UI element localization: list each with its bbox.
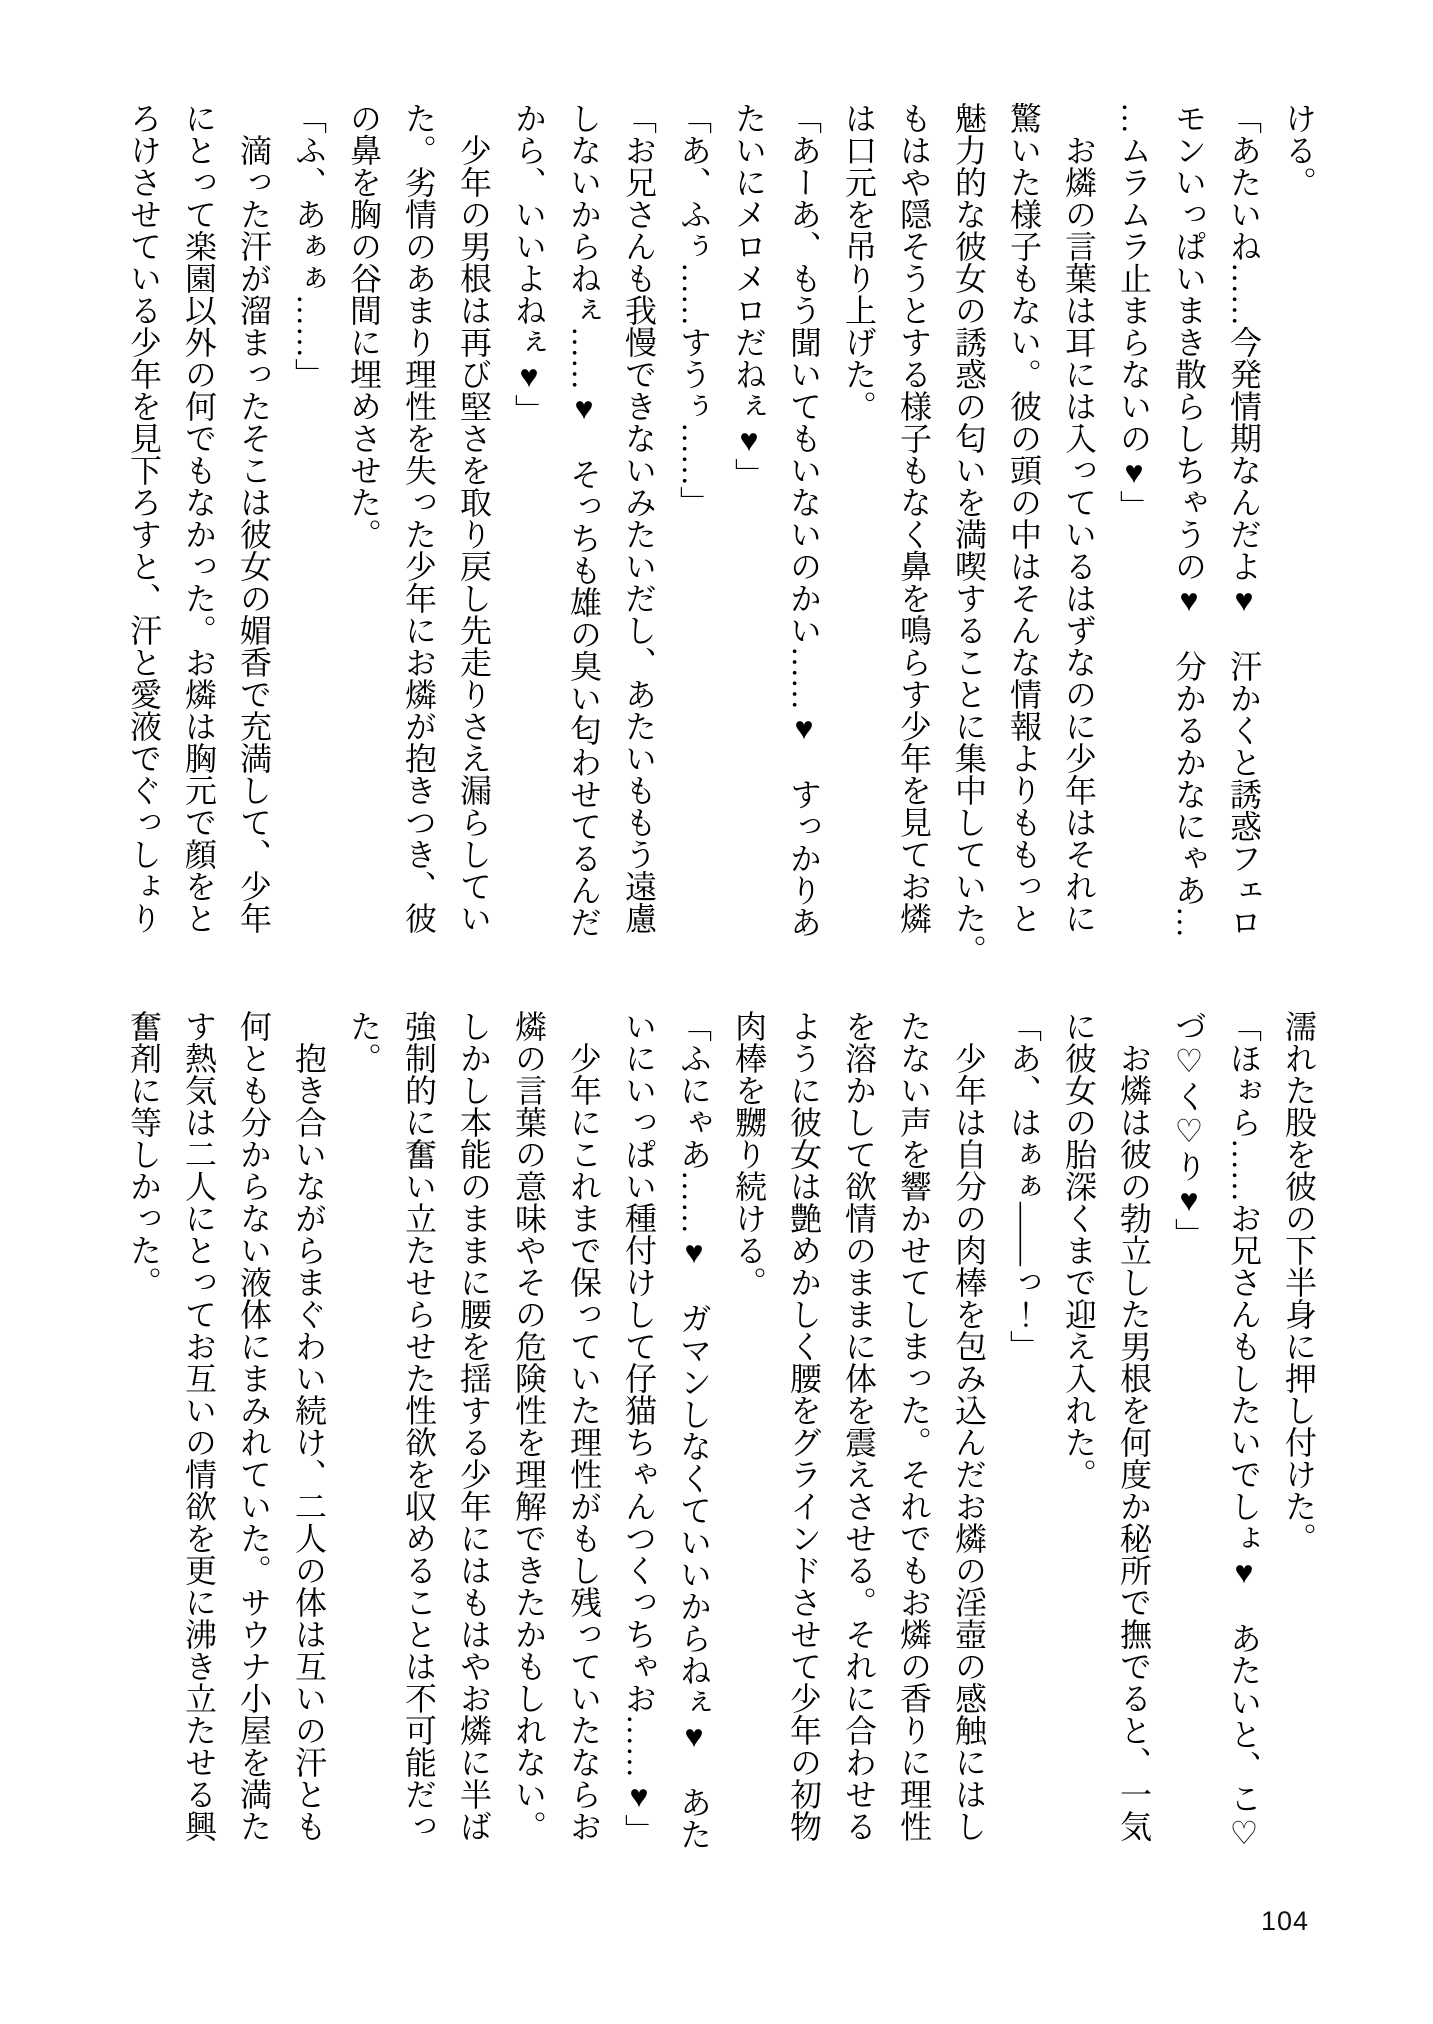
text-column: す熱気は二人にとってお互いの情欲を更に沸き立たせる興 (181, 1010, 217, 1842)
text-column: 「ふ、あぁぁ……」 (291, 102, 327, 390)
text-column: から、いいよねぇ♥」 (511, 102, 547, 426)
text-column: にとって楽園以外の何でもなかった。お燐は胸元で顔をと (181, 102, 217, 934)
text-column: 驚いた様子もない。彼の頭の中はそんな情報よりももっと (1006, 102, 1042, 934)
text-column: ける。 (1281, 102, 1317, 198)
text-column: ように彼女は艶めかしく腰をグラインドさせて少年の初物 (786, 1010, 822, 1842)
text-column: …ムラムラ止まらないの♥」 (1116, 102, 1152, 522)
text-column: 「あーあ、もう聞いてもいないのかい……♥ すっかりあ (786, 102, 822, 938)
text-column: 肉棒を嬲り続ける。 (731, 1010, 767, 1298)
text-column: しないからねぇ……♥ そっちも雄の臭い匂わせてるんだ (566, 102, 602, 938)
text-column: 少年は自分の肉棒を包み込んだお燐の淫壺の感触にはし (951, 1010, 987, 1842)
text-column: 少年の男根は再び堅さを取り戻し先走りさえ漏らしてい (456, 102, 492, 934)
text-column: しかし本能のままに腰を揺する少年にはもはやお燐に半ば (456, 1010, 492, 1842)
page-number: 104 (1261, 1906, 1310, 1936)
text-column: 「あ、はぁぁ――っ！」 (1006, 1010, 1042, 1362)
bottom-text-block (116, 1010, 1326, 1852)
text-column: 「あ、ふぅ……すうぅ……」 (676, 102, 712, 518)
text-column: 「お兄さんも我慢できないみたいだし、あたいももう遠慮 (621, 102, 657, 934)
text-column: 滴った汗が溜まったそこは彼女の媚香で充満して、少年 (236, 102, 272, 934)
text-column: ろけさせている少年を見下ろすと、汗と愛液でぐっしょり (126, 102, 162, 934)
text-column: 「あたいね……今発情期なんだよ♥ 汗かくと誘惑フェロ (1226, 102, 1262, 938)
text-column: 「ふにゃあ……♥ ガマンしなくていいからねぇ♥ あた (676, 1010, 712, 1850)
text-column: た。 (346, 1010, 382, 1074)
text-column: 奮剤に等しかった。 (126, 1010, 162, 1298)
text-column: いにいっぱい種付けして仔猫ちゃんつくっちゃお……♥」 (621, 1010, 657, 1846)
text-column: お燐の言葉は耳には入っているはずなのに少年はそれに (1061, 102, 1097, 934)
text-column: お燐は彼の勃立した男根を何度か秘所で撫でると、一気 (1116, 1010, 1152, 1842)
text-column: たいにメロメロだねぇ♥」 (731, 102, 767, 490)
text-column: づ♡く♡り♥」 (1171, 1010, 1207, 1250)
text-column: 「ほぉら……お兄さんもしたいでしょ♥ あたいと、こ♡ (1226, 1010, 1262, 1852)
text-column: モンいっぱいまき散らしちゃうの♥ 分かるかなにゃあ… (1171, 102, 1207, 938)
text-column: 燐の言葉の意味やその危険性を理解できたかもしれない。 (511, 1010, 547, 1842)
text-column: たない声を響かせてしまった。それでもお燐の香りに理性 (896, 1010, 932, 1842)
text-column: 抱き合いながらまぐわい続け、二人の体は互いの汗とも (291, 1010, 327, 1842)
text-column: に彼女の胎深くまで迎え入れた。 (1061, 1010, 1097, 1490)
text-column: 魅力的な彼女の誘惑の匂いを満喫することに集中していた。 (951, 102, 987, 966)
text-column: もはや隠そうとする様子もなく鼻を鳴らす少年を見てお燐 (896, 102, 932, 934)
text-column: 濡れた股を彼の下半身に押し付けた。 (1281, 1010, 1317, 1554)
text-column: た。劣情のあまり理性を失った少年にお燐が抱きつき、彼 (401, 102, 437, 934)
text-column: を溶かして欲情のままに体を震えさせる。それに合わせる (841, 1010, 877, 1842)
top-text-block (116, 102, 1326, 966)
text-column: 強制的に奮い立たせらせた性欲を収めることは不可能だっ (401, 1010, 437, 1842)
text-column: 少年にこれまで保っていた理性がもし残っていたならお (566, 1010, 602, 1842)
text-column: は口元を吊り上げた。 (841, 102, 877, 422)
text-column: 何とも分からない液体にまみれていた。サウナ小屋を満た (236, 1010, 272, 1842)
text-column: の鼻を胸の谷間に埋めさせた。 (346, 102, 382, 550)
